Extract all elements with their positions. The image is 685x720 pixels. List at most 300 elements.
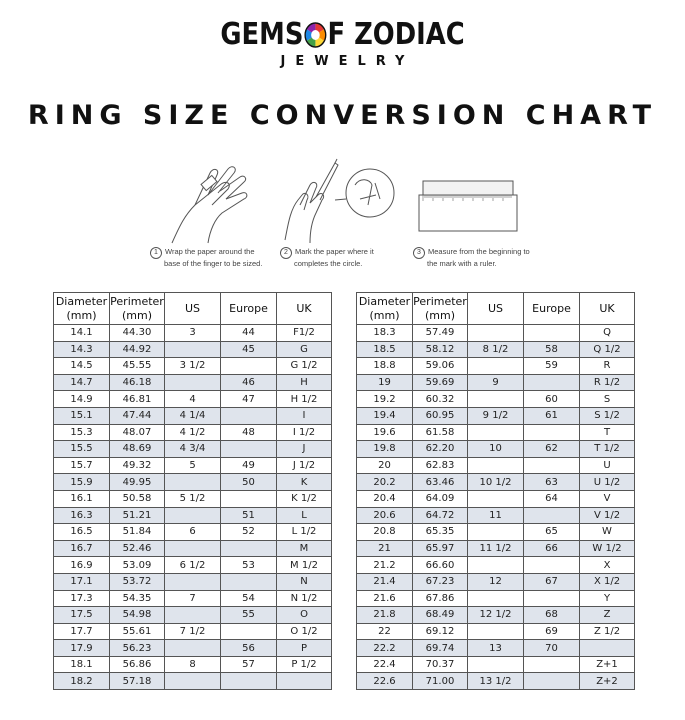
cell-perimeter: 64.09 (413, 490, 468, 507)
table-row (54, 391, 332, 408)
cell-europe (524, 590, 580, 607)
cell-diameter: 20.8 (357, 524, 413, 541)
page-title: RING SIZE CONVERSION CHART (27, 100, 658, 131)
table-row (54, 524, 332, 541)
table-row (357, 640, 635, 657)
cell-diameter: 21.2 (357, 557, 413, 574)
cell-uk: Z+2 (580, 673, 635, 690)
cell-us (468, 490, 524, 507)
cell-europe (524, 457, 580, 474)
cell-europe (221, 441, 277, 458)
cell-uk: H 1/2 (277, 391, 332, 408)
cell-diameter: 18.8 (357, 358, 413, 375)
cell-uk: G 1/2 (277, 358, 332, 375)
cell-diameter: 17.3 (54, 590, 110, 607)
cell-europe: 46 (221, 374, 277, 391)
header-diameter: Diameter (mm) (357, 293, 413, 325)
cell-perimeter: 53.09 (110, 557, 165, 574)
cell-uk: I 1/2 (277, 424, 332, 441)
cell-europe: 64 (524, 490, 580, 507)
cell-perimeter: 58.12 (413, 341, 468, 358)
hand-wrap-icon (160, 155, 270, 250)
table-row (357, 524, 635, 541)
table-row (357, 673, 635, 690)
cell-perimeter: 49.95 (110, 474, 165, 491)
cell-diameter: 17.7 (54, 623, 110, 640)
cell-uk: W (580, 524, 635, 541)
step-2-number: 2 (280, 247, 292, 259)
step-1-number: 1 (150, 247, 162, 259)
cell-uk: N (277, 573, 332, 590)
cell-uk: H (277, 374, 332, 391)
table-row (54, 424, 332, 441)
table-row (357, 341, 635, 358)
cell-perimeter: 64.72 (413, 507, 468, 524)
cell-diameter: 14.5 (54, 358, 110, 375)
cell-europe: 67 (524, 573, 580, 590)
step-2-text-line2: completes the circle. (294, 259, 363, 268)
cell-uk: Z 1/2 (580, 623, 635, 640)
cell-perimeter: 51.84 (110, 524, 165, 541)
step-1-illustration (154, 155, 270, 280)
cell-perimeter: 57.49 (413, 325, 468, 342)
cell-us (468, 590, 524, 607)
step-2-caption (280, 247, 400, 269)
table-row (54, 656, 332, 673)
table-header-row (357, 293, 635, 325)
hand-mark-pen-icon (280, 155, 400, 250)
step-3-illustration (413, 155, 533, 280)
cell-perimeter: 54.98 (110, 607, 165, 624)
cell-perimeter: 44.30 (110, 325, 165, 342)
cell-uk: M 1/2 (277, 557, 332, 574)
header-europe: Europe (524, 293, 580, 325)
cell-diameter: 21.6 (357, 590, 413, 607)
table-row (54, 607, 332, 624)
cell-diameter: 16.1 (54, 490, 110, 507)
cell-uk: Q (580, 325, 635, 342)
cell-diameter: 19.6 (357, 424, 413, 441)
cell-perimeter: 60.95 (413, 407, 468, 424)
cell-perimeter: 62.83 (413, 457, 468, 474)
cell-diameter: 17.5 (54, 607, 110, 624)
cell-diameter: 22 (357, 623, 413, 640)
cell-us (165, 540, 221, 557)
cell-us (468, 325, 524, 342)
cell-us (165, 573, 221, 590)
cell-diameter: 15.1 (54, 407, 110, 424)
cell-us (165, 673, 221, 690)
cell-us: 8 1/2 (468, 341, 524, 358)
table-row (54, 474, 332, 491)
cell-europe (221, 623, 277, 640)
cell-uk: R (580, 358, 635, 375)
cell-uk (580, 640, 635, 657)
table-row (357, 656, 635, 673)
cell-diameter: 15.3 (54, 424, 110, 441)
cell-europe (221, 540, 277, 557)
table-row (54, 325, 332, 342)
cell-us (468, 358, 524, 375)
cell-us: 5 1/2 (165, 490, 221, 507)
brand-name-left: GEMS (220, 17, 304, 52)
brand-subtitle: JEWELRY (280, 54, 415, 69)
cell-us: 12 1/2 (468, 607, 524, 624)
cell-perimeter: 44.92 (110, 341, 165, 358)
cell-perimeter: 67.86 (413, 590, 468, 607)
cell-us (468, 457, 524, 474)
cell-diameter: 17.1 (54, 573, 110, 590)
cell-europe: 58 (524, 341, 580, 358)
table-row (357, 474, 635, 491)
cell-diameter: 21.4 (357, 573, 413, 590)
header-europe: Europe (221, 293, 277, 325)
table-row (54, 507, 332, 524)
cell-uk: G (277, 341, 332, 358)
cell-perimeter: 71.00 (413, 673, 468, 690)
cell-europe: 70 (524, 640, 580, 657)
cell-us: 5 (165, 457, 221, 474)
cell-uk: K 1/2 (277, 490, 332, 507)
cell-us: 10 1/2 (468, 474, 524, 491)
cell-uk: J 1/2 (277, 457, 332, 474)
cell-us (468, 424, 524, 441)
cell-diameter: 16.5 (54, 524, 110, 541)
cell-perimeter: 63.46 (413, 474, 468, 491)
table-row (357, 407, 635, 424)
header-uk: UK (277, 293, 332, 325)
cell-us: 3 1/2 (165, 358, 221, 375)
cell-us (165, 640, 221, 657)
cell-perimeter: 57.18 (110, 673, 165, 690)
cell-perimeter: 46.81 (110, 391, 165, 408)
table-row (357, 623, 635, 640)
cell-europe: 49 (221, 457, 277, 474)
cell-perimeter: 45.55 (110, 358, 165, 375)
cell-uk: I (277, 407, 332, 424)
cell-us: 7 1/2 (165, 623, 221, 640)
cell-us: 4 (165, 391, 221, 408)
cell-diameter: 14.7 (54, 374, 110, 391)
cell-perimeter: 47.44 (110, 407, 165, 424)
cell-diameter: 18.2 (54, 673, 110, 690)
cell-uk: U 1/2 (580, 474, 635, 491)
cell-uk: X 1/2 (580, 573, 635, 590)
cell-us (165, 341, 221, 358)
brand-name-right: F ZODIAC (327, 17, 465, 52)
cell-us: 13 1/2 (468, 673, 524, 690)
cell-perimeter: 62.20 (413, 441, 468, 458)
cell-uk: T 1/2 (580, 441, 635, 458)
cell-europe (524, 557, 580, 574)
step-1-caption (150, 247, 280, 269)
cell-europe (221, 407, 277, 424)
cell-europe: 55 (221, 607, 277, 624)
cell-us (165, 507, 221, 524)
cell-europe (524, 673, 580, 690)
cell-us (468, 391, 524, 408)
step-3-caption (413, 247, 543, 269)
cell-perimeter: 60.32 (413, 391, 468, 408)
cell-diameter: 17.9 (54, 640, 110, 657)
cell-us (468, 524, 524, 541)
cell-diameter: 18.3 (357, 325, 413, 342)
cell-diameter: 22.6 (357, 673, 413, 690)
table-row (357, 424, 635, 441)
cell-perimeter: 48.07 (110, 424, 165, 441)
cell-europe: 60 (524, 391, 580, 408)
cell-uk: T (580, 424, 635, 441)
table-row (54, 590, 332, 607)
cell-us: 4 1/2 (165, 424, 221, 441)
cell-perimeter: 59.06 (413, 358, 468, 375)
cell-uk: O 1/2 (277, 623, 332, 640)
cell-europe: 48 (221, 424, 277, 441)
cell-europe (524, 507, 580, 524)
cell-diameter: 16.7 (54, 540, 110, 557)
cell-diameter: 20.6 (357, 507, 413, 524)
cell-uk: V 1/2 (580, 507, 635, 524)
cell-uk: L (277, 507, 332, 524)
cell-us (165, 474, 221, 491)
cell-perimeter: 70.37 (413, 656, 468, 673)
table-row (54, 673, 332, 690)
cell-diameter: 18.5 (357, 341, 413, 358)
cell-uk: P 1/2 (277, 656, 332, 673)
cell-perimeter: 49.32 (110, 457, 165, 474)
table-row (54, 457, 332, 474)
cell-europe: 59 (524, 358, 580, 375)
header-perimeter: Perimeter (mm) (110, 293, 165, 325)
cell-uk: J (277, 441, 332, 458)
ring-size-table-right (356, 292, 635, 690)
cell-europe: 66 (524, 540, 580, 557)
cell-uk: Y (580, 590, 635, 607)
cell-europe (524, 325, 580, 342)
table-row (357, 358, 635, 375)
table-row (54, 557, 332, 574)
cell-us: 9 (468, 374, 524, 391)
cell-europe: 68 (524, 607, 580, 624)
table-row (357, 325, 635, 342)
step-3-text-line2: the mark with a ruler. (427, 259, 497, 268)
header-us: US (165, 293, 221, 325)
cell-europe: 52 (221, 524, 277, 541)
cell-diameter: 22.2 (357, 640, 413, 657)
cell-europe: 50 (221, 474, 277, 491)
cell-perimeter: 67.23 (413, 573, 468, 590)
cell-diameter: 21.8 (357, 607, 413, 624)
cell-us: 3 (165, 325, 221, 342)
step-3-number: 3 (413, 247, 425, 259)
cell-us: 8 (165, 656, 221, 673)
cell-perimeter: 48.69 (110, 441, 165, 458)
cell-perimeter: 61.58 (413, 424, 468, 441)
cell-perimeter: 52.46 (110, 540, 165, 557)
cell-europe: 62 (524, 441, 580, 458)
cell-us (468, 656, 524, 673)
cell-uk: M (277, 540, 332, 557)
cell-europe: 56 (221, 640, 277, 657)
cell-europe: 51 (221, 507, 277, 524)
table-row (357, 590, 635, 607)
cell-us: 7 (165, 590, 221, 607)
cell-us: 11 (468, 507, 524, 524)
cell-perimeter: 68.49 (413, 607, 468, 624)
header-perimeter: Perimeter (mm) (413, 293, 468, 325)
cell-us: 9 1/2 (468, 407, 524, 424)
table-row (357, 557, 635, 574)
cell-diameter: 19.2 (357, 391, 413, 408)
cell-us: 11 1/2 (468, 540, 524, 557)
cell-europe: 65 (524, 524, 580, 541)
cell-us (468, 623, 524, 640)
cell-perimeter: 46.18 (110, 374, 165, 391)
cell-europe (221, 673, 277, 690)
cell-uk: W 1/2 (580, 540, 635, 557)
table-row (357, 490, 635, 507)
cell-us (165, 374, 221, 391)
brand-name (48, 18, 637, 52)
cell-europe: 63 (524, 474, 580, 491)
step-1-text-line2: base of the finger to be sized. (164, 259, 263, 268)
cell-uk: Z+1 (580, 656, 635, 673)
cell-perimeter: 56.23 (110, 640, 165, 657)
cell-europe (524, 374, 580, 391)
cell-europe (221, 358, 277, 375)
cell-us: 4 3/4 (165, 441, 221, 458)
table-row (54, 640, 332, 657)
table-header-row (54, 293, 332, 325)
cell-europe: 69 (524, 623, 580, 640)
cell-diameter: 15.9 (54, 474, 110, 491)
cell-us: 6 1/2 (165, 557, 221, 574)
table-row (357, 540, 635, 557)
cell-uk: V (580, 490, 635, 507)
cell-diameter: 20 (357, 457, 413, 474)
cell-perimeter: 56.86 (110, 656, 165, 673)
cell-europe (221, 490, 277, 507)
cell-us: 6 (165, 524, 221, 541)
brand-header (0, 18, 685, 69)
cell-diameter: 15.7 (54, 457, 110, 474)
header-uk: UK (580, 293, 635, 325)
cell-diameter: 22.4 (357, 656, 413, 673)
table-row (54, 407, 332, 424)
cell-europe (221, 573, 277, 590)
table-row (54, 441, 332, 458)
cell-uk: S 1/2 (580, 407, 635, 424)
cell-us (468, 557, 524, 574)
cell-perimeter: 54.35 (110, 590, 165, 607)
step-2-text-line1: Mark the paper where it (295, 247, 374, 256)
cell-diameter: 16.9 (54, 557, 110, 574)
cell-diameter: 20.4 (357, 490, 413, 507)
table-row (357, 391, 635, 408)
cell-us: 10 (468, 441, 524, 458)
cell-uk: O (277, 607, 332, 624)
step-3-text-line1: Measure from the beginning to (428, 247, 530, 256)
table-row (54, 573, 332, 590)
cell-uk: K (277, 474, 332, 491)
cell-diameter: 15.5 (54, 441, 110, 458)
cell-diameter: 19 (357, 374, 413, 391)
table-row (54, 490, 332, 507)
cell-europe: 44 (221, 325, 277, 342)
cell-europe: 53 (221, 557, 277, 574)
cell-diameter: 19.4 (357, 407, 413, 424)
ring-size-table-left (53, 292, 332, 690)
cell-diameter: 16.3 (54, 507, 110, 524)
cell-uk: X (580, 557, 635, 574)
table-row (357, 507, 635, 524)
cell-diameter: 14.3 (54, 341, 110, 358)
cell-uk: N 1/2 (277, 590, 332, 607)
cell-us (165, 607, 221, 624)
cell-diameter: 14.9 (54, 391, 110, 408)
table-row (54, 540, 332, 557)
cell-perimeter: 55.61 (110, 623, 165, 640)
table-row (357, 441, 635, 458)
table-row (357, 374, 635, 391)
cell-perimeter: 65.35 (413, 524, 468, 541)
cell-diameter: 19.8 (357, 441, 413, 458)
cell-uk: R 1/2 (580, 374, 635, 391)
cell-europe: 61 (524, 407, 580, 424)
cell-perimeter: 65.97 (413, 540, 468, 557)
cell-uk: Z (580, 607, 635, 624)
cell-diameter: 14.1 (54, 325, 110, 342)
header-diameter: Diameter (mm) (54, 293, 110, 325)
cell-europe: 45 (221, 341, 277, 358)
cell-diameter: 18.1 (54, 656, 110, 673)
step-2-illustration (280, 155, 400, 280)
cell-europe (524, 424, 580, 441)
table-row (357, 607, 635, 624)
cell-uk: L 1/2 (277, 524, 332, 541)
table-row (54, 623, 332, 640)
ruler-icon (413, 155, 523, 250)
cell-uk: Q 1/2 (580, 341, 635, 358)
table-row (54, 374, 332, 391)
cell-europe: 54 (221, 590, 277, 607)
zodiac-wheel-logo-icon (304, 22, 326, 48)
cell-perimeter: 66.60 (413, 557, 468, 574)
table-row (54, 341, 332, 358)
cell-uk: F1/2 (277, 325, 332, 342)
cell-us: 4 1/4 (165, 407, 221, 424)
cell-europe: 47 (221, 391, 277, 408)
cell-uk: U (580, 457, 635, 474)
cell-perimeter: 51.21 (110, 507, 165, 524)
header-us: US (468, 293, 524, 325)
cell-us: 12 (468, 573, 524, 590)
cell-uk: P (277, 640, 332, 657)
cell-perimeter: 53.72 (110, 573, 165, 590)
cell-perimeter: 59.69 (413, 374, 468, 391)
cell-diameter: 21 (357, 540, 413, 557)
cell-uk: S (580, 391, 635, 408)
cell-diameter: 20.2 (357, 474, 413, 491)
cell-europe (524, 656, 580, 673)
table-row (357, 573, 635, 590)
cell-europe: 57 (221, 656, 277, 673)
table-row (54, 358, 332, 375)
step-1-text-line1: Wrap the paper around the (165, 247, 255, 256)
cell-perimeter: 69.74 (413, 640, 468, 657)
table-row (357, 457, 635, 474)
cell-uk (277, 673, 332, 690)
